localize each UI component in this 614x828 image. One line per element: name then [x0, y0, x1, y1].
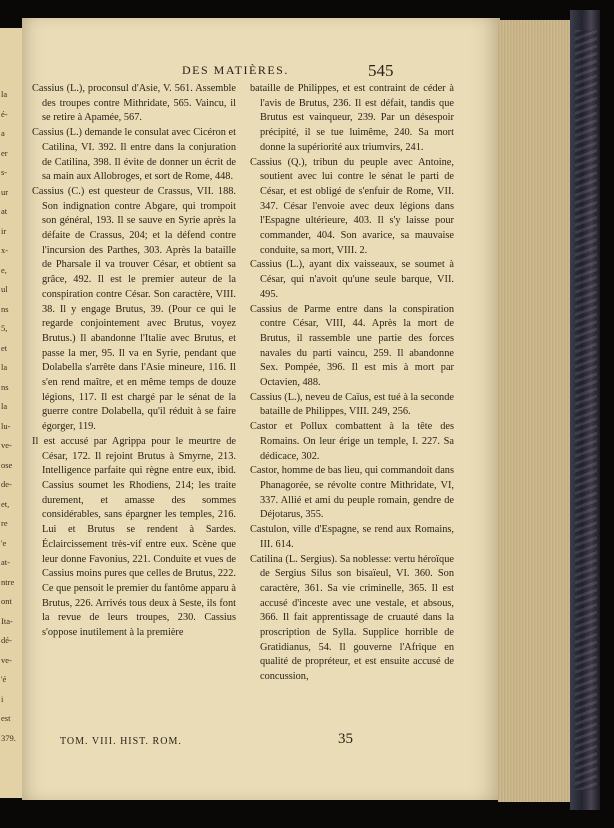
index-entry: Cassius (L.) demande le consulat avec Cicéron et Catilina, VI. 392. Il entre dans la conjuration de Catilina, 398. Il évite de donner un écrit de sa main aux Allobroges, et sort de Rome, 448.: [32, 127, 236, 183]
facing-page-fragment: 379.: [1, 732, 16, 743]
facing-page-fragment: i: [1, 693, 4, 704]
facing-page-fragment: ve-: [1, 440, 12, 450]
facing-page-fragment: dé-: [1, 635, 12, 645]
facing-page-fragment: Ita-: [1, 615, 13, 626]
facing-page-fragment: at-: [1, 557, 10, 567]
facing-page-fragment: de-: [1, 479, 12, 489]
index-entry: Castulon, ville d'Espagne, se rend aux Romains, III. 614.: [250, 524, 454, 550]
facing-page-fragment: la: [1, 401, 8, 411]
running-title: DES MATIÈRES.: [182, 63, 289, 77]
page-block-edges: [498, 20, 570, 802]
facing-page-fragment: 'e: [1, 537, 7, 548]
facing-page-fragment: a: [1, 128, 5, 138]
index-entry: Cassius (C.) est questeur de Crassus, VII. 188. Son indignation contre Abgare, qui trompoit son général, 193. Il se sauve en Syrie après la défaite de Crassus, 204; et la défend contre l'incursion des Parthes, 303. Après la bataille de Pharsale il va trouver César, et obtient sa grâce, 492. Il est le premier auteur de la conspiration contre César. Son caractère, VIII. 38. Il y engage Brutus, 39. (Pour ce qui le regarde conjointement avec Brutus, voyez Brutus.) Il abandonne l'Italie avec Brutus, et passe la mer, 95. Il va en Syrie, pendant que Dolabella s'arrête dans l'Asie mineure, 116. Il s'en rend maître, et en même temps de douze légions, 117. Il est chargé par le sénat de la guerre contre Dolabella, qu'il réduit à se faire égorger, 119.: [32, 185, 236, 433]
facing-page-fragment: ur: [1, 186, 9, 197]
facing-page-fragment: la: [1, 89, 8, 99]
facing-page-fragment: 5,: [1, 323, 8, 333]
facing-page-fragment: et,: [1, 498, 10, 509]
index-entry: Cassius (L.), proconsul d'Asie, V. 561. Assemble des troupes contre Mithridate, 565. Vaincu, il se retire à Apamée, 567.: [32, 83, 236, 124]
facing-page-fragment: ntre: [1, 576, 15, 587]
index-entry: Il est accusé par Agrippa pour le meurtre de César, 172. Il rejoint Brutus à Smyrne, 213. Intelligence parfaite qui règne entre eux, ibid. Cassius soumet les Rhodiens, 214; les traite durement, et amasse des sommes considérables, sans épargner les temples, 216. Lui et Brutus se rendent à Sardes. Éclaircissement très-vif entre eux. Scène que leur donne Favonius, 221. Conduite et vues de Cassius moins pures que celles de Brutus, 222. Ce que pensoit le premier du fantôme apparu à Brutus, 226. Arrivés tous deux à Seste, ils font la revue de leurs troupes, 230. Cassius s'oppose inutilement à la première: [32, 435, 236, 639]
facing-page-fragment: ns: [1, 303, 9, 314]
facing-page-fragment: et: [1, 342, 8, 353]
index-entry: Cassius de Parme entre dans la conspiration contre César, VIII, 44. Après la mort de Brutus, il rassemble une partie des forces navales du parti vaincu, 259. Il abandonne Sex. Pompée, 396. Il est mis à mort par Octavien, 488.: [250, 303, 454, 389]
facing-page-fragment: 'é: [1, 674, 7, 684]
facing-page-fragment: ul: [1, 284, 8, 294]
facing-page-fragment: s-: [1, 167, 8, 177]
facing-page-fragment: er: [1, 147, 8, 158]
facing-page-fragment: lu-: [1, 420, 11, 431]
facing-page-fragment: la: [1, 362, 8, 372]
facing-page-fragment: e,: [1, 264, 7, 275]
index-entry: Cassius (L.), neveu de Caïus, est tué à la seconde bataille de Philippes, VIII. 249, 256.: [250, 391, 454, 418]
index-entry: Catilina (L. Sergius). Sa noblesse: vertu héroïque de Sergius Silus son bisaïeul, VI. 360. Son caractère, 361. Sa vie criminelle, 365. Il est accusé d'inceste avec une vestale, et absous, 366. Il fait apprentissage de cruauté dans la proscription de Sylla. Supplice horrible de Gratidianus, 54. Il gouverne l'Afrique en qualité de propréteur, et est ensuite accusé de concussion,: [250, 553, 454, 683]
facing-page-fragment: est: [1, 713, 11, 723]
facing-page-fragment: é-: [1, 108, 8, 119]
signature-mark: TOM. VIII. HIST. ROM.: [60, 736, 182, 747]
facing-page-fragment: ve-: [1, 654, 12, 665]
book-page: [22, 18, 500, 800]
facing-page-fragment: re: [1, 518, 8, 528]
index-entry: Castor, homme de bas lieu, qui commandoit dans Phanagorée, se révolte contre Mithridate, VI, 337. Allié et ami du peuple romain, gendre de Déjotarus, 355.: [250, 465, 454, 521]
facing-page-fragment: x-: [1, 245, 9, 255]
marbled-cover-edge: [575, 30, 597, 790]
facing-page-fragment: ont: [1, 596, 12, 606]
page-number: 545: [368, 61, 394, 80]
facing-page-fragment: ns: [1, 381, 9, 392]
index-column-left: [32, 82, 236, 641]
index-entry: bataille de Philippes, et est contraint de céder à l'avis de Brutus, 236. Il est défait, tandis que Brutus est vainqueur, 239. Par un désespoir précipité, il se tue luimême, 240. Sa mort donne la supériorité aux triumvirs, 241.: [250, 83, 454, 153]
facing-page-fragment: ir: [1, 225, 7, 236]
sheet-number: 35: [338, 731, 353, 747]
facing-page-fragment: at: [1, 206, 8, 216]
facing-page-fragment: ose: [1, 459, 13, 470]
index-column-right: [250, 82, 454, 685]
index-entry: Cassius (L.), ayant dix vaisseaux, se soumet à César, qui n'avoit qu'une seule barque, VII. 495.: [250, 259, 454, 300]
index-entry: Castor et Pollux combattent à la tête des Romains. On leur érige un temple, I. 227. Sa dédicace, 302.: [250, 421, 454, 462]
index-entry: Cassius (Q.), tribun du peuple avec Antoine, soutient avec lui contre le sénat le parti de César, et est obligé de s'enfuir de Rome, VII. 347. César l'envoie avec deux légions dans l'Espagne ultérieure, 403. Il s'y laisse pour commander, 404. Son avarice, sa mauvaise conduite, sa mort, VIII. 2.: [250, 156, 454, 256]
